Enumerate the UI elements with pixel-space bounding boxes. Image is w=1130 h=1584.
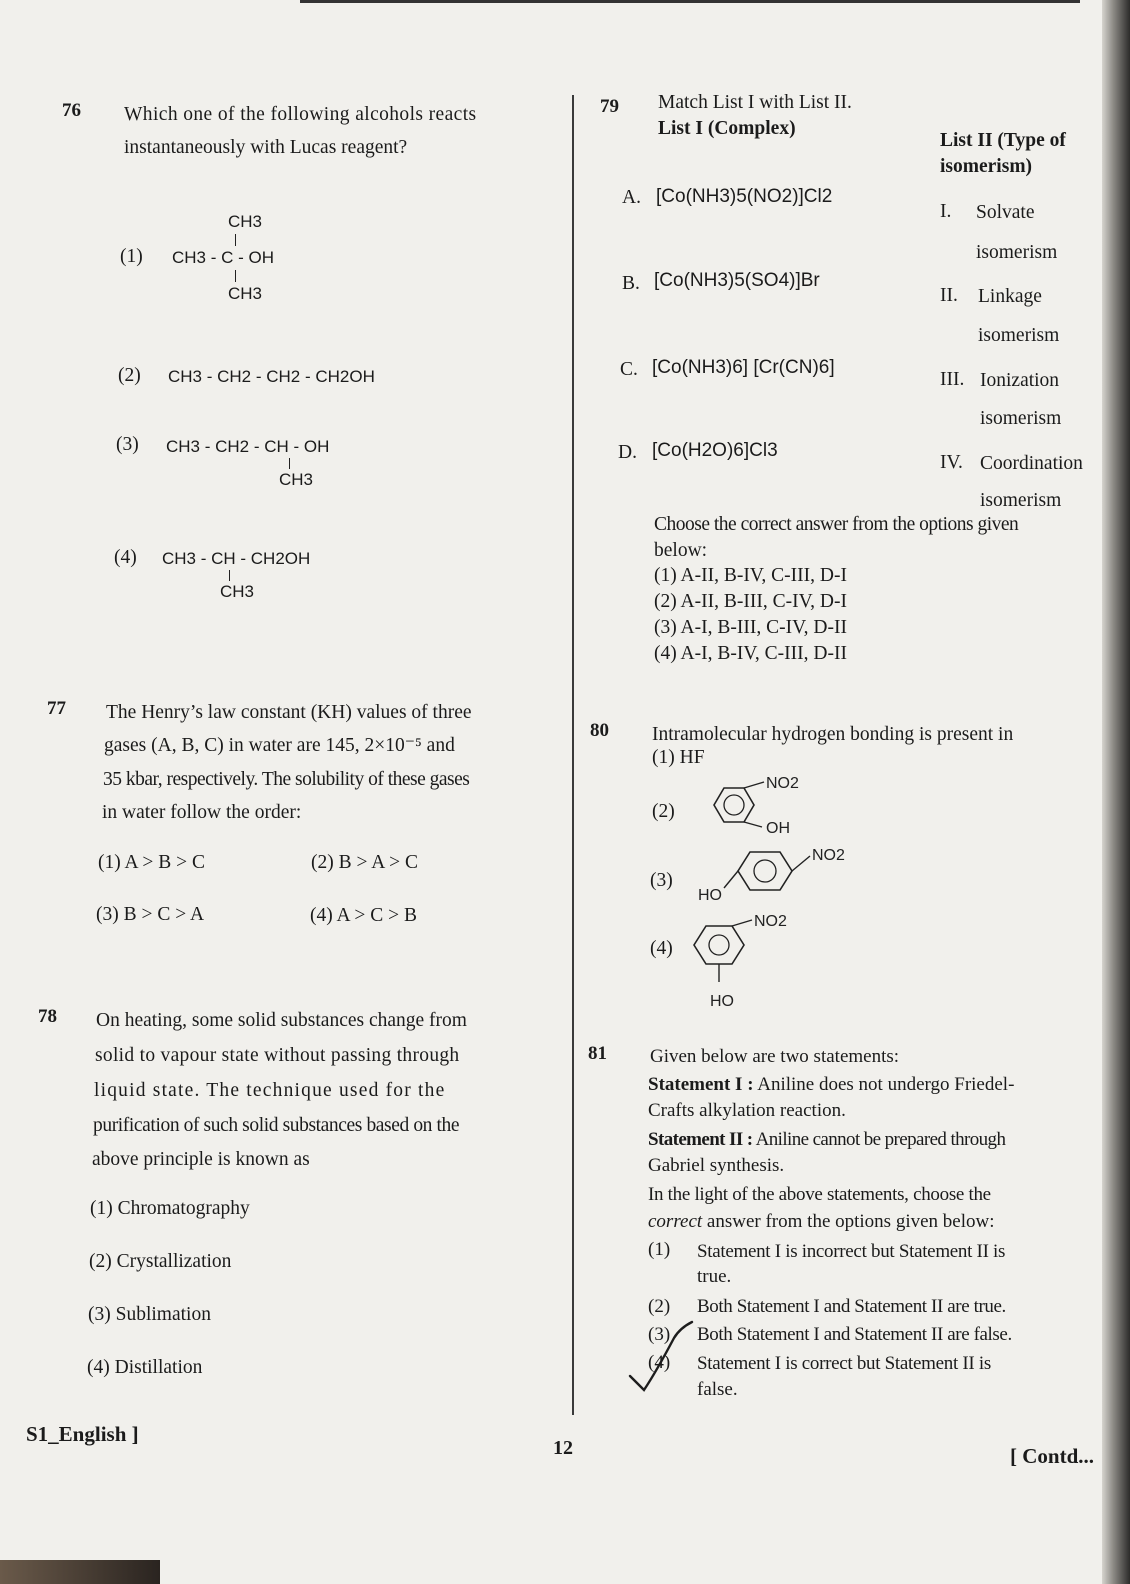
list-ii-item: Coordination xyxy=(980,453,1083,474)
option-3: (3) B > C > A xyxy=(96,904,205,925)
ortho-nitrophenol-structure xyxy=(690,772,820,842)
footer-continued: [ Contd... xyxy=(1010,1444,1095,1468)
option-number: (1) xyxy=(120,246,143,267)
option-1: (1) Chromatography xyxy=(90,1198,250,1219)
statement-text: Aniline cannot be prepared through xyxy=(752,1129,1006,1150)
statement-text: Gabriel synthesis. xyxy=(648,1155,785,1176)
list-ii-number: I. xyxy=(940,201,952,222)
formula-text: CH3 - CH2 - CH2 - CH2OH xyxy=(168,367,375,386)
complex-formula: [Co(NH3)5(SO4)]Br xyxy=(654,270,820,291)
question-text: On heating, some solid substances change from xyxy=(96,1010,467,1031)
aromatic-circle xyxy=(724,795,744,815)
option-text: Statement I is correct but Statement II is xyxy=(697,1353,991,1374)
option-number: (3) xyxy=(648,1324,671,1345)
option-2: (2) B > A > C xyxy=(311,852,419,873)
list-ii-item: Ionization xyxy=(980,370,1060,391)
bond-line xyxy=(235,234,236,246)
statement-1 xyxy=(648,1071,1014,1098)
ho-label: HO xyxy=(710,993,734,1010)
option-2-number: (2) xyxy=(652,801,675,822)
question-text: purification of such solid substances based on the xyxy=(93,1115,460,1136)
list-ii-number: IV. xyxy=(940,452,963,473)
list-ii-item: isomerism xyxy=(980,490,1062,511)
option-number: (4) xyxy=(648,1352,671,1373)
option-1: (1) A > B > C xyxy=(98,852,206,873)
option-3: (3) Sublimation xyxy=(88,1304,211,1325)
question-text: in water follow the order: xyxy=(102,802,302,823)
statement-text: Aniline does not undergo Friedel- xyxy=(753,1074,1015,1095)
option-3: (3) A-I, B-III, C-IV, D-II xyxy=(654,617,847,638)
statement-text: Crafts alkylation reaction. xyxy=(648,1100,846,1121)
list-ii-item: isomerism xyxy=(978,325,1060,346)
statement-label: Statement I : xyxy=(648,1074,754,1095)
no2-label: NO2 xyxy=(766,775,799,792)
list-ii-heading: isomerism) xyxy=(940,156,1033,177)
complex-formula: [Co(NH3)5(NO2)]Cl2 xyxy=(656,186,833,207)
instruction-rest: answer from the options given below: xyxy=(702,1211,995,1232)
formula-text: CH3 xyxy=(228,284,263,303)
benzene-ring xyxy=(738,852,792,890)
scan-bottom-edge xyxy=(0,1560,160,1584)
option-number: (2) xyxy=(118,365,141,386)
question-number: 79 xyxy=(600,96,619,117)
handwritten-tick-mark xyxy=(626,1318,696,1398)
benzene-ring xyxy=(714,788,754,822)
bond-line xyxy=(289,458,290,469)
aromatic-circle xyxy=(754,860,776,882)
question-text: Given below are two statements: xyxy=(650,1046,900,1067)
question-text: 35 kbar, respectively. The solubility of these gases xyxy=(103,769,470,790)
formula-text: CH3 - CH - CH2OH xyxy=(162,549,311,568)
list-ii-item: Linkage xyxy=(978,286,1042,307)
bond-line xyxy=(732,920,752,926)
ho-label: HO xyxy=(698,887,722,904)
item-label: D. xyxy=(618,442,637,463)
question-text: above principle is known as xyxy=(92,1149,310,1170)
benzene-ring xyxy=(694,926,744,964)
aromatic-circle xyxy=(709,935,729,955)
column-divider xyxy=(572,95,574,1415)
instruction-text: In the light of the above statements, choose the xyxy=(648,1184,991,1205)
option-4: (4) A-I, B-IV, C-III, D-II xyxy=(654,643,847,664)
statement-label: Statement II : xyxy=(648,1129,753,1150)
option-number: (4) xyxy=(114,547,137,568)
question-number: 80 xyxy=(590,720,609,741)
bond-line xyxy=(744,822,762,827)
formula-text: CH3 - CH2 - CH - OH xyxy=(166,437,330,456)
option-3-number: (3) xyxy=(650,870,673,891)
statement-2 xyxy=(648,1126,1005,1153)
footer-paper-code: S1_English ] xyxy=(26,1422,139,1446)
question-text: liquid state. The technique used for the xyxy=(94,1080,446,1101)
option-text: false. xyxy=(697,1379,738,1400)
para-nitrophenol-structure xyxy=(690,838,870,908)
list-ii-number: II. xyxy=(940,285,958,306)
formula-text: CH3 - C - OH xyxy=(172,248,274,267)
question-text: instantaneously with Lucas reagent? xyxy=(124,137,408,158)
option-text: true. xyxy=(697,1266,732,1287)
option-2: (2) Crystallization xyxy=(89,1251,232,1272)
complex-formula: [Co(H2O)6]Cl3 xyxy=(652,440,778,461)
list-i-heading: List I (Complex) xyxy=(658,118,796,139)
option-number: (2) xyxy=(648,1296,671,1317)
question-text: Which one of the following alcohols reacts xyxy=(124,104,477,125)
option-number: (1) xyxy=(648,1239,671,1260)
option-1: (1) HF xyxy=(652,747,705,768)
question-number: 76 xyxy=(62,100,81,121)
complex-formula: [Co(NH3)6] [Cr(CN)6] xyxy=(652,357,835,378)
question-text: gases (A, B, C) in water are 145, 2×10⁻⁵ and xyxy=(104,735,455,756)
bond-line xyxy=(792,856,810,871)
formula-text: CH3 xyxy=(279,470,314,489)
bond-line xyxy=(744,782,764,788)
list-ii-number: III. xyxy=(940,369,965,390)
list-ii-item: Solvate xyxy=(976,202,1035,223)
oh-label: OH xyxy=(766,820,790,837)
list-ii-item: isomerism xyxy=(976,242,1058,263)
item-label: B. xyxy=(622,273,640,294)
no2-label: NO2 xyxy=(754,913,787,930)
option-1: (1) A-II, B-IV, C-III, D-I xyxy=(654,565,847,586)
bond-line xyxy=(235,270,236,282)
bond-line xyxy=(229,570,230,581)
instruction-text: below: xyxy=(654,540,708,561)
option-4: (4) Distillation xyxy=(87,1357,203,1378)
bond-line xyxy=(724,871,738,888)
item-label: C. xyxy=(620,359,638,380)
option-2: (2) A-II, B-III, C-IV, D-I xyxy=(654,591,847,612)
question-number: 77 xyxy=(47,698,66,719)
question-text: Match List I with List II. xyxy=(658,92,852,113)
question-number: 78 xyxy=(38,1006,57,1027)
page-number: 12 xyxy=(553,1437,573,1459)
no2-label: NO2 xyxy=(812,847,845,864)
list-ii-item: isomerism xyxy=(980,408,1062,429)
question-number: 81 xyxy=(588,1043,607,1064)
instruction-text xyxy=(648,1208,995,1235)
scan-binding-shadow xyxy=(1102,0,1130,1584)
list-ii-heading: List II (Type of xyxy=(940,130,1066,151)
option-number: (3) xyxy=(116,434,139,455)
scan-top-edge xyxy=(300,0,1080,3)
option-text: Statement I is incorrect but Statement II is xyxy=(697,1241,1006,1262)
formula-text: CH3 xyxy=(220,582,255,601)
meta-nitrophenol-structure xyxy=(690,912,820,1012)
question-text: Intramolecular hydrogen bonding is present in xyxy=(652,724,1014,745)
item-label: A. xyxy=(622,187,641,208)
option-text: Both Statement I and Statement II are false. xyxy=(697,1324,1012,1345)
option-text: Both Statement I and Statement II are true. xyxy=(697,1296,1006,1317)
question-text: solid to vapour state without passing through xyxy=(95,1045,460,1066)
italic-word: correct xyxy=(648,1211,703,1232)
formula-text: CH3 xyxy=(228,212,263,231)
instruction-text: Choose the correct answer from the options given xyxy=(654,514,1019,535)
option-4: (4) A > C > B xyxy=(310,905,418,926)
question-text: The Henry’s law constant (KH) values of three xyxy=(106,702,472,723)
option-4-number: (4) xyxy=(650,938,673,959)
